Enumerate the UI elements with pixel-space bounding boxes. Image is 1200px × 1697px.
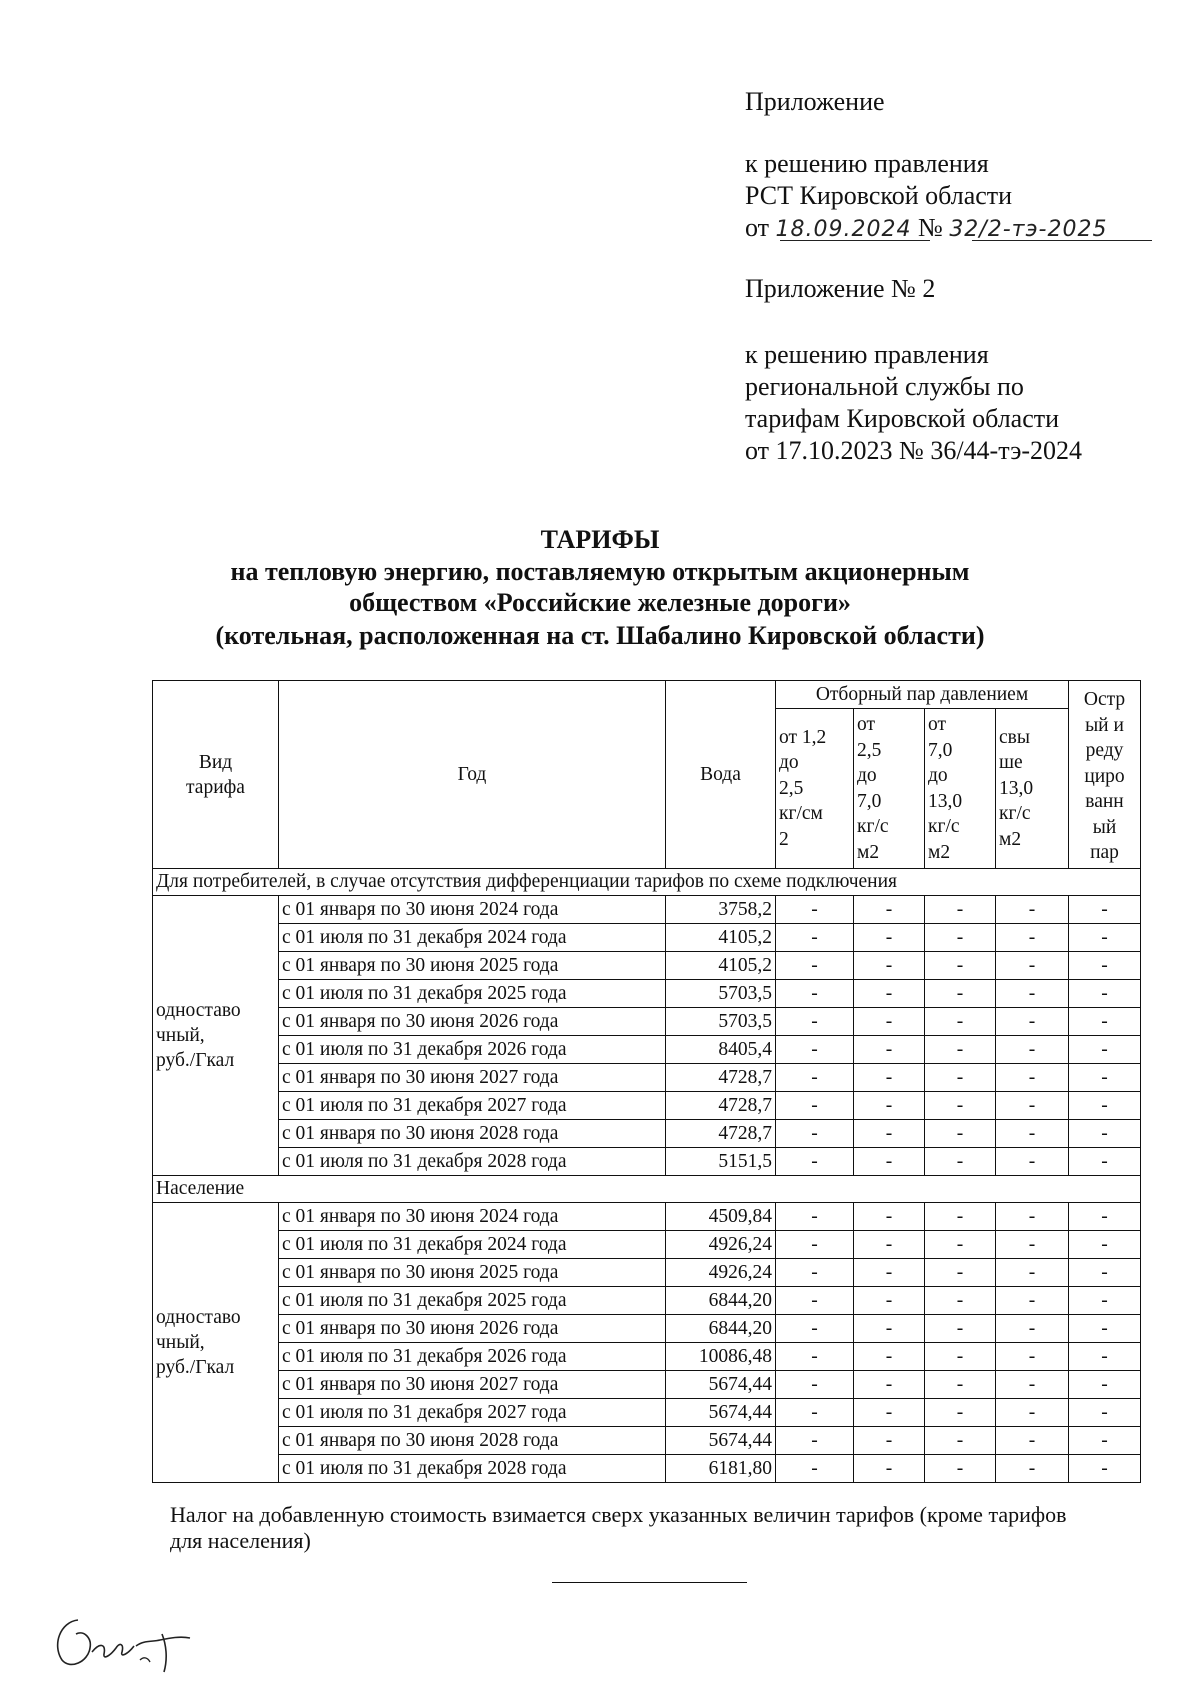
tariff-type-line: одноставо xyxy=(156,1000,241,1021)
header-line: пар xyxy=(1090,842,1119,864)
steam-tariff-cell: - xyxy=(854,1064,925,1092)
steam-tariff-cell: - xyxy=(1069,1399,1141,1427)
header-line: м2 xyxy=(928,841,951,863)
water-tariff-cell: 10086,48 xyxy=(666,1343,776,1371)
steam-tariff-cell: - xyxy=(996,1287,1069,1315)
steam-tariff-cell: - xyxy=(854,1259,925,1287)
header-line: ше xyxy=(999,752,1023,774)
header-line: кг/с xyxy=(999,803,1031,825)
header-line: от xyxy=(857,714,876,735)
header-line: 2,5 xyxy=(779,777,804,799)
steam-tariff-cell: - xyxy=(854,1427,925,1455)
period-cell: с 01 июля по 31 декабря 2025 года xyxy=(279,980,666,1008)
header-line: кг/с xyxy=(857,816,889,837)
steam-tariff-cell: - xyxy=(996,1315,1069,1343)
water-tariff-cell: 4105,2 xyxy=(666,924,776,952)
steam-tariff-cell: - xyxy=(854,952,925,980)
period-cell: с 01 июля по 31 декабря 2025 года xyxy=(279,1287,666,1315)
steam-tariff-cell: - xyxy=(776,1371,854,1399)
water-tariff-cell: 5703,5 xyxy=(666,980,776,1008)
water-tariff-cell: 6181,80 xyxy=(666,1455,776,1483)
steam-tariff-cell: - xyxy=(925,952,996,980)
steam-tariff-cell: - xyxy=(776,1399,854,1427)
steam-tariff-cell: - xyxy=(996,1036,1069,1064)
steam-tariff-cell: - xyxy=(776,1287,854,1315)
header-line: ый xyxy=(1092,816,1117,838)
steam-tariff-cell: - xyxy=(996,1203,1069,1231)
steam-tariff-cell: - xyxy=(996,1427,1069,1455)
steam-tariff-cell: - xyxy=(996,1148,1069,1176)
steam-tariff-cell: - xyxy=(776,952,854,980)
steam-tariff-cell: - xyxy=(925,1008,996,1036)
section-title: Население xyxy=(153,1176,1141,1203)
header-line: до xyxy=(857,765,877,786)
steam-tariff-cell: - xyxy=(854,1008,925,1036)
col-header-p3 xyxy=(925,709,996,869)
col-header-water: Вода xyxy=(666,681,776,869)
table-row xyxy=(153,1259,1141,1287)
steam-tariff-cell: - xyxy=(1069,1371,1141,1399)
steam-tariff-cell: - xyxy=(776,1231,854,1259)
appendix2-line-4: от 17.10.2023 № 36/44-тэ-2024 xyxy=(745,436,1083,465)
water-tariff-cell: 6844,20 xyxy=(666,1287,776,1315)
period-cell: с 01 января по 30 июня 2027 года xyxy=(279,1064,666,1092)
steam-tariff-cell: - xyxy=(1069,1092,1141,1120)
steam-tariff-cell: - xyxy=(854,896,925,924)
tariff-table xyxy=(152,680,1141,1483)
period-cell: с 01 июля по 31 декабря 2027 года xyxy=(279,1092,666,1120)
section-title: Для потребителей, в случае отсутствия дифференциации тарифов по схеме подключения xyxy=(153,869,1141,896)
steam-tariff-cell: - xyxy=(996,1399,1069,1427)
steam-tariff-cell: - xyxy=(925,924,996,952)
steam-tariff-cell: - xyxy=(1069,1120,1141,1148)
steam-tariff-cell: - xyxy=(776,896,854,924)
period-cell: с 01 января по 30 июня 2026 года xyxy=(279,1008,666,1036)
header-line: 7,0 xyxy=(857,790,882,812)
period-cell: с 01 января по 30 июня 2027 года xyxy=(279,1371,666,1399)
steam-tariff-cell: - xyxy=(925,1259,996,1287)
water-tariff-cell: 5151,5 xyxy=(666,1148,776,1176)
tariff-type-line: чный, xyxy=(156,1332,205,1353)
steam-tariff-cell: - xyxy=(776,924,854,952)
table-row xyxy=(153,1455,1141,1483)
header-line: ый и xyxy=(1085,714,1124,736)
col-header-p1 xyxy=(776,709,854,869)
header-line: Остр xyxy=(1083,689,1126,711)
steam-tariff-cell: - xyxy=(996,1092,1069,1120)
col-header-steam-group: Отборный пар давлением xyxy=(776,681,1069,709)
tariff-type-cell xyxy=(153,896,279,1176)
section-header-row xyxy=(153,869,1141,896)
header-line: реду xyxy=(1085,740,1124,762)
steam-tariff-cell: - xyxy=(776,1120,854,1148)
water-tariff-cell: 8405,4 xyxy=(666,1036,776,1064)
steam-tariff-cell: - xyxy=(1069,1259,1141,1287)
steam-tariff-cell: - xyxy=(925,980,996,1008)
header-line: 7,0 xyxy=(928,739,953,761)
period-cell: с 01 января по 30 июня 2025 года xyxy=(279,952,666,980)
steam-tariff-cell: - xyxy=(925,1371,996,1399)
steam-tariff-cell: - xyxy=(1069,924,1141,952)
appendix2-line-1: к решению правления xyxy=(745,340,989,369)
tariff-type-line: одноставо xyxy=(156,1307,241,1328)
steam-tariff-cell: - xyxy=(1069,1036,1141,1064)
steam-tariff-cell: - xyxy=(1069,980,1141,1008)
steam-tariff-cell: - xyxy=(996,1259,1069,1287)
number-underline xyxy=(972,240,1152,241)
steam-tariff-cell: - xyxy=(776,1427,854,1455)
number-prefix: № xyxy=(918,213,943,242)
steam-tariff-cell: - xyxy=(996,1231,1069,1259)
steam-tariff-cell: - xyxy=(854,1120,925,1148)
header-line: от 1,2 xyxy=(779,726,827,748)
header-line: от xyxy=(928,714,947,735)
header-line: циро xyxy=(1084,765,1125,787)
steam-tariff-cell: - xyxy=(854,1092,925,1120)
header-line: м2 xyxy=(999,828,1022,850)
appendix2-title: Приложение № 2 xyxy=(745,274,936,303)
table-row xyxy=(153,924,1141,952)
steam-tariff-cell: - xyxy=(1069,1231,1141,1259)
tariff-type-line: руб./Гкал xyxy=(156,1050,235,1071)
steam-tariff-cell: - xyxy=(854,1036,925,1064)
steam-tariff-cell: - xyxy=(854,980,925,1008)
steam-tariff-cell: - xyxy=(925,1455,996,1483)
period-cell: с 01 января по 30 июня 2028 года xyxy=(279,1120,666,1148)
steam-tariff-cell: - xyxy=(996,1120,1069,1148)
col-header-sharp-steam xyxy=(1069,681,1141,869)
table-row xyxy=(153,1343,1141,1371)
steam-tariff-cell: - xyxy=(925,1092,996,1120)
header-line: до xyxy=(928,765,948,786)
steam-tariff-cell: - xyxy=(925,1203,996,1231)
steam-tariff-cell: - xyxy=(1069,1203,1141,1231)
steam-tariff-cell: - xyxy=(1069,896,1141,924)
header-line: 2,5 xyxy=(857,739,882,761)
table-row xyxy=(153,980,1141,1008)
steam-tariff-cell: - xyxy=(776,1148,854,1176)
header-line: 13,0 xyxy=(928,790,963,812)
steam-tariff-cell: - xyxy=(854,1231,925,1259)
water-tariff-cell: 4926,24 xyxy=(666,1259,776,1287)
table-row xyxy=(153,1203,1141,1231)
period-cell: с 01 июля по 31 декабря 2028 года xyxy=(279,1455,666,1483)
steam-tariff-cell: - xyxy=(1069,1148,1141,1176)
steam-tariff-cell: - xyxy=(925,1231,996,1259)
steam-tariff-cell: - xyxy=(996,896,1069,924)
steam-tariff-cell: - xyxy=(925,1064,996,1092)
period-cell: с 01 января по 30 июня 2028 года xyxy=(279,1427,666,1455)
col-header-type: Вид тарифа xyxy=(153,681,279,869)
steam-tariff-cell: - xyxy=(925,1120,996,1148)
steam-tariff-cell: - xyxy=(996,1371,1069,1399)
header-line: 2 xyxy=(779,828,789,850)
appendix-title: Приложение xyxy=(745,87,885,116)
steam-tariff-cell: - xyxy=(854,1399,925,1427)
steam-tariff-cell: - xyxy=(776,1203,854,1231)
steam-tariff-cell: - xyxy=(776,1315,854,1343)
date-underline xyxy=(780,240,930,241)
steam-tariff-cell: - xyxy=(776,1092,854,1120)
period-cell: с 01 января по 30 июня 2024 года xyxy=(279,1203,666,1231)
document-subtitle-3: (котельная, расположенная на ст. Шабалино Кировской области) xyxy=(215,621,985,650)
table-row xyxy=(153,1008,1141,1036)
steam-tariff-cell: - xyxy=(996,1064,1069,1092)
steam-tariff-cell: - xyxy=(996,924,1069,952)
document-subtitle-2: обществом «Российские железные дороги» xyxy=(349,588,851,617)
period-cell: с 01 июля по 31 декабря 2026 года xyxy=(279,1343,666,1371)
period-cell: с 01 января по 30 июня 2026 года xyxy=(279,1315,666,1343)
handwritten-date: 18.09.2024 xyxy=(775,217,912,242)
header-line: кг/см xyxy=(779,803,823,825)
water-tariff-cell: 4728,7 xyxy=(666,1120,776,1148)
steam-tariff-cell: - xyxy=(1069,1064,1141,1092)
period-cell: с 01 января по 30 июня 2024 года xyxy=(279,896,666,924)
steam-tariff-cell: - xyxy=(925,1399,996,1427)
steam-tariff-cell: - xyxy=(776,1064,854,1092)
steam-tariff-cell: - xyxy=(925,1315,996,1343)
steam-tariff-cell: - xyxy=(776,1008,854,1036)
steam-tariff-cell: - xyxy=(925,1036,996,1064)
steam-tariff-cell: - xyxy=(854,1371,925,1399)
steam-tariff-cell: - xyxy=(854,1315,925,1343)
water-tariff-cell: 5674,44 xyxy=(666,1399,776,1427)
steam-tariff-cell: - xyxy=(1069,1008,1141,1036)
steam-tariff-cell: - xyxy=(925,1287,996,1315)
steam-tariff-cell: - xyxy=(854,1455,925,1483)
table-row xyxy=(153,1427,1141,1455)
table-row xyxy=(153,1231,1141,1259)
table-row xyxy=(153,1315,1141,1343)
steam-tariff-cell: - xyxy=(925,1343,996,1371)
table-row xyxy=(153,1064,1141,1092)
water-tariff-cell: 3758,2 xyxy=(666,896,776,924)
steam-tariff-cell: - xyxy=(1069,1315,1141,1343)
col-header-p2 xyxy=(854,709,925,869)
table-row xyxy=(153,1371,1141,1399)
steam-tariff-cell: - xyxy=(925,1148,996,1176)
period-cell: с 01 июля по 31 декабря 2027 года xyxy=(279,1399,666,1427)
steam-tariff-cell: - xyxy=(854,924,925,952)
steam-tariff-cell: - xyxy=(776,1259,854,1287)
table-row xyxy=(153,1287,1141,1315)
header-line: 13,0 xyxy=(999,777,1034,799)
period-cell: с 01 июля по 31 декабря 2026 года xyxy=(279,1036,666,1064)
steam-tariff-cell: - xyxy=(1069,952,1141,980)
appendix2-line-2: региональной службы по xyxy=(745,372,1024,401)
steam-tariff-cell: - xyxy=(996,952,1069,980)
header-line: до xyxy=(779,752,799,774)
steam-tariff-cell: - xyxy=(854,1203,925,1231)
steam-tariff-cell: - xyxy=(854,1343,925,1371)
col-header-p4 xyxy=(996,709,1069,869)
closing-rule xyxy=(552,1582,747,1583)
steam-tariff-cell: - xyxy=(1069,1427,1141,1455)
header-line: м2 xyxy=(857,841,880,863)
steam-tariff-cell: - xyxy=(776,1455,854,1483)
water-tariff-cell: 6844,20 xyxy=(666,1315,776,1343)
steam-tariff-cell: - xyxy=(854,1287,925,1315)
steam-tariff-cell: - xyxy=(776,980,854,1008)
period-cell: с 01 января по 30 июня 2025 года xyxy=(279,1259,666,1287)
water-tariff-cell: 5674,44 xyxy=(666,1427,776,1455)
handwritten-signature-icon xyxy=(40,1600,240,1680)
water-tariff-cell: 5674,44 xyxy=(666,1371,776,1399)
steam-tariff-cell: - xyxy=(996,1008,1069,1036)
table-row xyxy=(153,1399,1141,1427)
table-row xyxy=(153,896,1141,924)
appendix-line-2: РСТ Кировской области xyxy=(745,181,1013,210)
steam-tariff-cell: - xyxy=(996,1455,1069,1483)
period-cell: с 01 июля по 31 декабря 2024 года xyxy=(279,924,666,952)
section-header-row xyxy=(153,1176,1141,1203)
vat-note: Налог на добавленную стоимость взимается сверх указанных величин тарифов (кроме тарифов для населения) xyxy=(170,1502,1067,1553)
date-prefix: от xyxy=(745,213,770,242)
appendix-line-1: к решению правления xyxy=(745,149,989,178)
period-cell: с 01 июля по 31 декабря 2024 года xyxy=(279,1231,666,1259)
table-row xyxy=(153,1092,1141,1120)
steam-tariff-cell: - xyxy=(1069,1455,1141,1483)
header-line: ванн xyxy=(1085,791,1124,813)
tariff-type-cell xyxy=(153,1203,279,1483)
steam-tariff-cell: - xyxy=(776,1036,854,1064)
col-header-year: Год xyxy=(279,681,666,869)
water-tariff-cell: 5703,5 xyxy=(666,1008,776,1036)
tariff-type-line: руб./Гкал xyxy=(156,1357,235,1378)
steam-tariff-cell: - xyxy=(776,1343,854,1371)
tariff-table-body xyxy=(153,869,1141,1483)
table-row xyxy=(153,952,1141,980)
table-row xyxy=(153,1120,1141,1148)
steam-tariff-cell: - xyxy=(996,1343,1069,1371)
document-title: ТАРИФЫ xyxy=(540,525,660,554)
steam-tariff-cell: - xyxy=(1069,1287,1141,1315)
steam-tariff-cell: - xyxy=(1069,1343,1141,1371)
water-tariff-cell: 4509,84 xyxy=(666,1203,776,1231)
tariff-type-line: чный, xyxy=(156,1025,205,1046)
water-tariff-cell: 4728,7 xyxy=(666,1064,776,1092)
appendix2-line-3: тарифам Кировской области xyxy=(745,404,1060,433)
table-row xyxy=(153,1036,1141,1064)
header-line: свы xyxy=(999,726,1030,748)
period-cell: с 01 июля по 31 декабря 2028 года xyxy=(279,1148,666,1176)
steam-tariff-cell: - xyxy=(925,896,996,924)
table-row xyxy=(153,1148,1141,1176)
handwritten-number: 32/2-тэ-2025 xyxy=(949,217,1108,242)
document-subtitle-1: на тепловую энергию, поставляемую открытым акционерным xyxy=(230,557,970,586)
steam-tariff-cell: - xyxy=(925,1427,996,1455)
water-tariff-cell: 4926,24 xyxy=(666,1231,776,1259)
water-tariff-cell: 4728,7 xyxy=(666,1092,776,1120)
water-tariff-cell: 4105,2 xyxy=(666,952,776,980)
steam-tariff-cell: - xyxy=(996,980,1069,1008)
header-line: кг/с xyxy=(928,816,960,837)
steam-tariff-cell: - xyxy=(854,1148,925,1176)
